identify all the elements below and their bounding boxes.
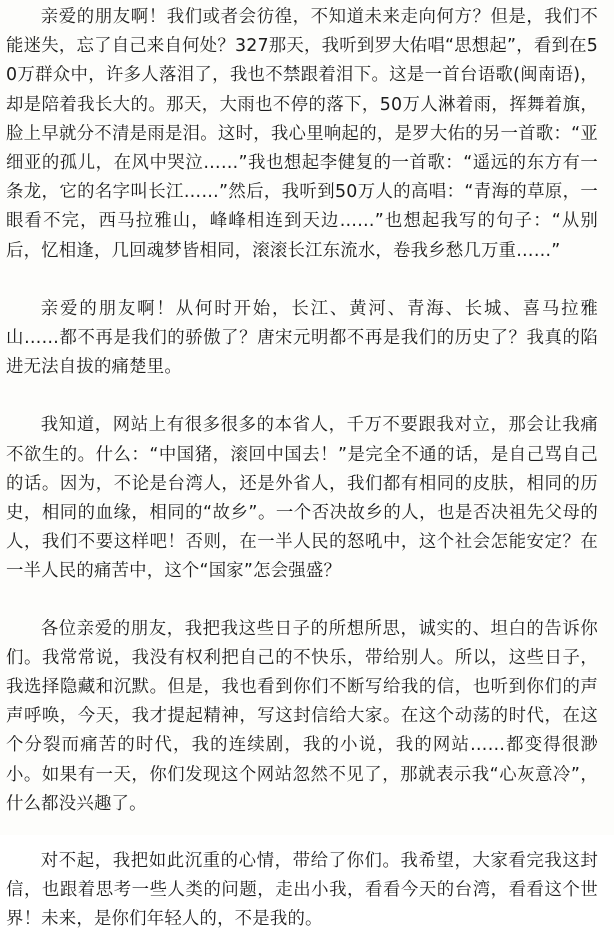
paragraph-spacer xyxy=(6,382,598,411)
paragraph-spacer xyxy=(6,587,598,615)
paragraph-3: 我知道，网站上有很多很多的本省人，千万不要跟我对立，那会让我痛不欲生的。什么：“中国猪，滚回中国去！”是完全不通的话，是自己骂自己的话。因为，不论是台湾人，还是外省人，我们都有相同的皮肤，相同的历史，相同的血缘，相同的“故乡”。一个否决故乡的人，也是否决祖先父母的人，我们不要这样吧！否则，在一半人民的怒吼中，这个社会怎能安定？在一半人民的痛苦中，这个“国家”怎会强盛？ xyxy=(6,415,598,582)
paragraph-2: 亲爱的朋友啊！从何时开始，长江、黄河、青海、长城、喜马拉雅山……都不再是我们的骄傲了？唐宋元明都不再是我们的历史了？我真的陷进无法自拔的痛楚里。 xyxy=(6,298,598,378)
paragraph-4: 各位亲爱的朋友，我把我这些日子的所想所思，诚实的、坦白的告诉你们。我常常说，我没有权利把自己的不快乐，带给别人。所以，这些日子，我选择隐藏和沉默。但是，我也看到你们不断写给我的信，也听到你们的声声呼唤，今天，我才提起精神，写这封信给大家。在这个动荡的时代，在这个分裂而痛苦的时代，我的连续剧，我的小说，我的网站……都变得很渺小。如果有一天，你们发现这个网站忽然不见了，那就表示我“心灰意冷”，什么都没兴趣了。 xyxy=(6,618,598,814)
paragraph-spacer xyxy=(6,819,598,847)
paragraph-spacer xyxy=(6,266,598,295)
paragraph-1: 亲爱的朋友啊！我们或者会彷徨，不知道未来走向何方？但是，我们不能迷失，忘了自己来自何处？327那天，我听到罗大佑唱“思想起”，看到在50万群众中，许多人落泪了，我也不禁跟着泪下。这是一首台语歌(闽南语)，却是陪着我长大的。那天，大雨也不停的落下，50万人淋着雨，挥舞着旗，脸上早就分不清是雨是泪。这时，我心里响起的，是罗大佑的另一首歌：“亚细亚的孤儿，在风中哭泣……”我也想起李健复的一首歌：“遥远的东方有一条龙，它的名字叫长江……”然后，我听到50万人的高唱：“青海的草原，一眼看不完，西马拉雅山，峰峰相连到天边……”也想起我写的句子：“从别后，忆相逢，几回魂梦皆相同，滚滚长江东流水，卷我乡愁几万重……” xyxy=(6,7,598,261)
paragraph-5: 对不起，我把如此沉重的心情，带给了你们。我希望，大家看完我这封信，也跟着思考一些人类的问题，走出小我，看看今天的台湾，看看这个世界！未来，是你们年轻人的，不是我的。 xyxy=(6,851,598,930)
